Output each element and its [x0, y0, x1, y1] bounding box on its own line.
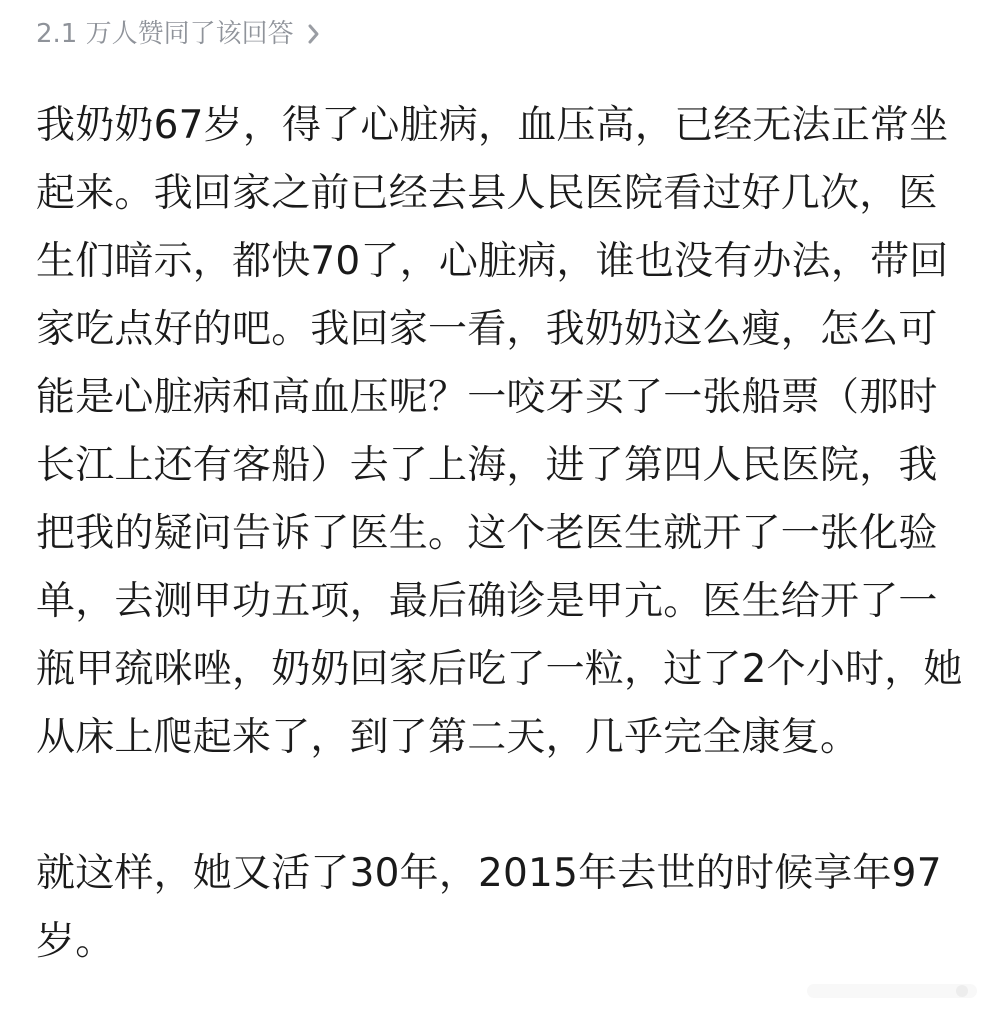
answer-paragraph: 我奶奶67岁，得了心脏病，血压高，已经无法正常坐起来。我回家之前已经去县人民医院看过好几次，医生们暗示，都快70了，心脏病，谁也没有办法，带回家吃点好的吧。我回家一看，我奶奶这么瘦，怎么可能是心脏病和高血压呢？一咬牙买了一张船票（那时长江上还有客船）去了上海，进了第四人民医院，我把我的疑问告诉了医生。这个老医生就开了一张化验单，去测甲功五项，最后确诊是甲亢。医生给开了一瓶甲巯咪唑，奶奶回家后吃了一粒，过了2个小时，她从床上爬起来了，到了第二天，几乎完全康复。	[36, 103, 963, 760]
answer-paragraph: 就这样，她又活了30年，2015年去世的时候享年97岁。	[36, 851, 942, 964]
watermark-icon	[807, 980, 977, 1002]
upvote-summary-link[interactable]	[36, 14, 322, 54]
answer-body	[36, 92, 966, 976]
upvote-count-text: 2.1 万人赞同了该回答	[36, 19, 294, 49]
chevron-right-icon	[306, 20, 322, 48]
